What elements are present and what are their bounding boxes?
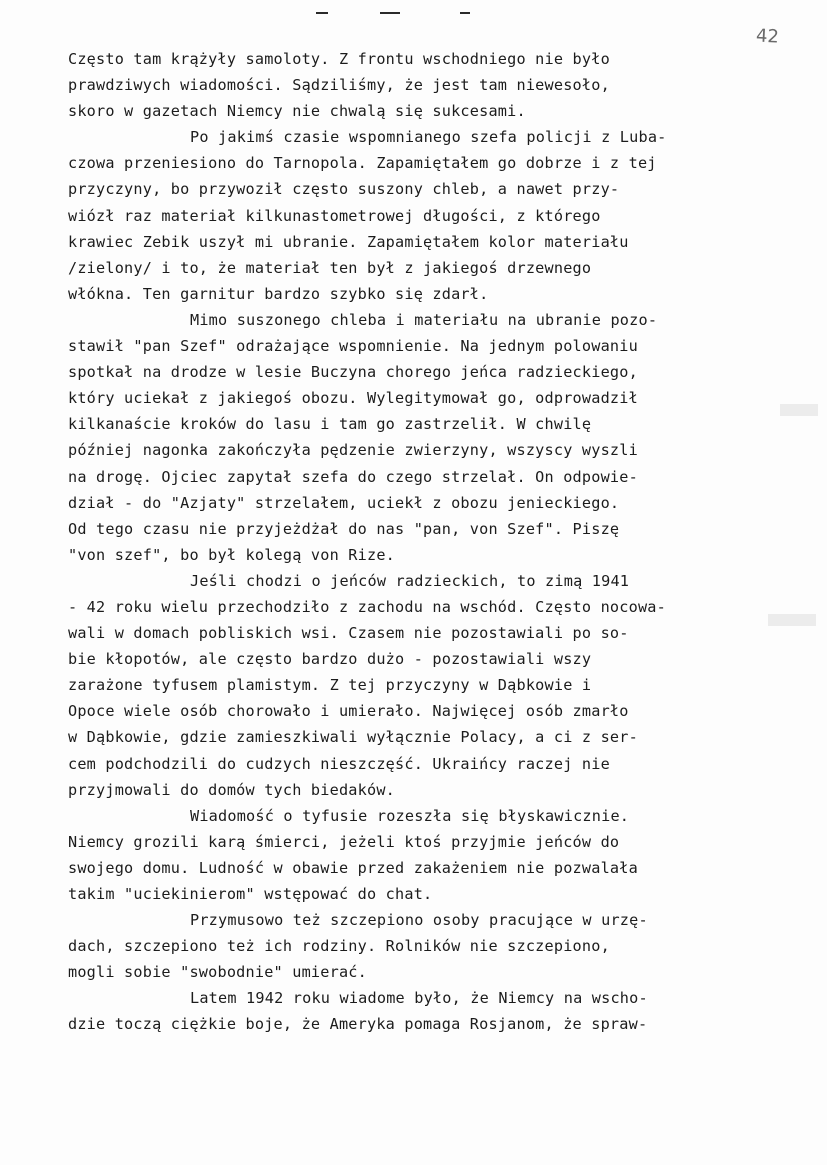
text-line: Po jakimś czasie wspomnianego szefa policji z Luba- xyxy=(190,128,667,147)
text-line: krawiec Zebik uszył mi ubranie. Zapamiętałem kolor materiału xyxy=(68,232,629,251)
text-line: spotkał na drodze w lesie Buczyna chorego jeńca radzieckiego, xyxy=(68,363,638,382)
text-line: Od tego czasu nie przyjeżdżał do nas "pan, von Szef". Piszę xyxy=(68,519,620,538)
text-line: mogli sobie "swobodnie" umierać. xyxy=(68,963,367,982)
text-line: zarażone tyfusem plamistym. Z tej przyczyny w Dąbkowie i xyxy=(68,676,592,695)
text-line: który uciekał z jakiegoś obozu. Wylegitymował go, odprowadził xyxy=(68,389,638,408)
text-line: dział - do "Azjaty" strzelałem, uciekł z obozu jenieckiego. xyxy=(68,493,620,512)
text-line: swojego domu. Ludność w obawie przed zakażeniem nie pozwalała xyxy=(68,858,638,877)
text-line: na drogę. Ojciec zapytał szefa do czego strzelał. On odpowie- xyxy=(68,467,638,486)
text-line: przyjmowali do domów tych biedaków. xyxy=(68,780,396,799)
text-line: wiózł raz materiał kilkunastometrowej długości, z którego xyxy=(68,206,601,225)
text-line: Niemcy grozili karą śmierci, jeżeli ktoś przyjmie jeńców do xyxy=(68,832,620,851)
text-line: Opoce wiele osób chorowało i umierało. Najwięcej osób zmarło xyxy=(68,702,629,721)
typed-text-body xyxy=(68,46,788,1038)
text-line: dach, szczepiono też ich rodziny. Rolników nie szczepiono, xyxy=(68,937,610,956)
header-dash-left xyxy=(316,12,328,14)
text-line: Mimo suszonego chleba i materiału na ubranie pozo- xyxy=(190,310,658,329)
text-line: Jeśli chodzi o jeńców radzieckich, to zimą 1941 xyxy=(190,571,630,590)
text-line: Latem 1942 roku wiadome było, że Niemcy na wscho- xyxy=(190,989,648,1008)
text-line: wali w domach pobliskich wsi. Czasem nie pozostawiali po so- xyxy=(68,624,629,643)
text-line: czowa przeniesiono do Tarnopola. Zapamiętałem go dobrze i z tej xyxy=(68,154,657,173)
text-line: kilkanaście kroków do lasu i tam go zastrzelił. W chwilę xyxy=(68,415,592,434)
text-line: stawił "pan Szef" odrażające wspomnienie. Na jednym polowaniu xyxy=(68,337,638,356)
text-line: włókna. Ten garnitur bardzo szybko się zdarł. xyxy=(68,284,489,303)
text-line: Wiadomość o tyfusie rozeszła się błyskawicznie. xyxy=(190,806,630,825)
text-line: w Dąbkowie, gdzie zamieszkiwali wyłącznie Polacy, a ci z ser- xyxy=(68,728,638,747)
text-line: Często tam krążyły samoloty. Z frontu wschodniego nie było xyxy=(68,50,610,68)
header-dash-middle xyxy=(380,12,400,14)
text-line: przyczyny, bo przywoził często suszony chleb, a nawet przy- xyxy=(68,180,620,199)
page-number: 42 xyxy=(755,25,780,48)
text-line: bie kłopotów, ale często bardzo dużo - pozostawiali wszy xyxy=(68,650,592,669)
text-line: takim "uciekinierom" wstępować do chat. xyxy=(68,885,433,903)
text-line: skoro w gazetach Niemcy nie chwalą się sukcesami. xyxy=(68,102,526,121)
text-line: dzie toczą ciężkie boje, że Ameryka pomaga Rosjanom, że spraw- xyxy=(68,1015,648,1034)
text-line: "von szef", bo był kolegą von Rize. xyxy=(68,545,396,564)
text-line: Przymusowo też szczepiono osoby pracujące w urzę- xyxy=(190,911,648,930)
text-line: później nagonka zakończyła pędzenie zwierzyny, wszyscy wyszli xyxy=(68,441,638,460)
text-line: cem podchodzili do cudzych nieszczęść. Ukraińcy raczej nie xyxy=(68,754,610,773)
text-line: /zielony/ i to, że materiał ten był z jakiegoś drzewnego xyxy=(68,258,592,277)
header-dash-right xyxy=(460,12,470,14)
text-line: prawdziwych wiadomości. Sądziliśmy, że jest tam niewesoło, xyxy=(68,76,610,95)
text-line: - 42 roku wielu przechodziło z zachodu na wschód. Często nocowa- xyxy=(68,597,666,616)
